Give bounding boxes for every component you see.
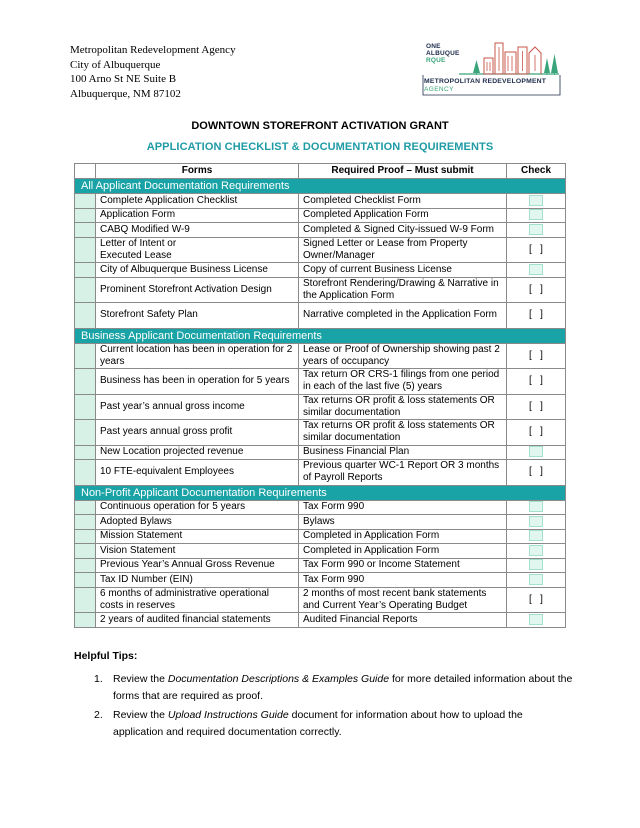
proof-cell: Previous quarter WC-1 Report OR 3 months of Payroll Reports [299, 460, 507, 486]
checkbox-brackets[interactable]: [ ] [529, 593, 543, 605]
header-side-cell [75, 164, 96, 179]
check-cell [507, 394, 566, 420]
proof-cell: Completed Application Form [299, 208, 507, 223]
logo-agency-word: AGENCY [424, 86, 454, 93]
proof-cell: Bylaws [299, 515, 507, 530]
proof-cell: Tax return OR CRS-1 filings from one period in each of the last five (5) years [299, 369, 507, 395]
address-line-1: Metropolitan Redevelopment Agency [70, 44, 236, 56]
header-proof: Required Proof – Must submit [299, 164, 507, 179]
proof-cell: Completed & Signed City-issued W-9 Form [299, 223, 507, 238]
proof-cell: Tax Form 990 [299, 573, 507, 588]
row-side-cell [75, 277, 96, 303]
check-cell [507, 208, 566, 223]
table-row [75, 460, 566, 486]
checkbox[interactable] [529, 224, 543, 235]
tip-number: 1. [94, 673, 103, 685]
form-cell: Complete Application Checklist [96, 194, 299, 209]
proof-cell: Completed in Application Form [299, 544, 507, 559]
proof-cell: Narrative completed in the Application Form [299, 303, 507, 329]
guide-reference: Upload Instructions Guide [167, 709, 289, 721]
form-cell: 2 years of audited financial statements [96, 613, 299, 628]
table-row [75, 544, 566, 559]
table-row [75, 369, 566, 395]
tip-text-before: Review the [113, 673, 168, 685]
checklist-body [75, 179, 566, 628]
form-cell: Letter of Intent or Executed Lease [96, 237, 299, 263]
check-cell [507, 303, 566, 329]
proof-cell: Completed Checklist Form [299, 194, 507, 209]
form-cell: Business has been in operation for 5 years [96, 369, 299, 395]
check-cell [507, 194, 566, 209]
logo-albu-text: ALBUQUE [426, 50, 460, 57]
proof-cell: Audited Financial Reports [299, 613, 507, 628]
logo-rque-text: RQUE [426, 57, 446, 64]
form-cell: Prominent Storefront Activation Design [96, 277, 299, 303]
checkbox-brackets[interactable]: [ ] [529, 466, 543, 478]
logo-wordmark [426, 43, 460, 64]
checkbox[interactable] [529, 209, 543, 220]
section-title: All Applicant Documentation Requirements [75, 179, 566, 194]
proof-cell: 2 months of most recent bank statements and Current Year’s Operating Budget [299, 587, 507, 613]
check-cell [507, 277, 566, 303]
tip-text [113, 707, 574, 740]
tip-item-2 [94, 707, 574, 740]
row-side-cell [75, 369, 96, 395]
check-cell [507, 460, 566, 486]
checkbox[interactable] [529, 501, 543, 512]
checkbox[interactable] [529, 446, 543, 457]
table-row [75, 558, 566, 573]
table-row [75, 208, 566, 223]
row-side-cell [75, 587, 96, 613]
document-title: DOWNTOWN STOREFRONT ACTIVATION GRANT [191, 120, 449, 132]
checkbox-brackets[interactable]: [ ] [529, 400, 543, 412]
checkbox[interactable] [529, 614, 543, 625]
check-cell [507, 237, 566, 263]
form-cell: Continuous operation for 5 years [96, 500, 299, 515]
checklist-table [74, 163, 566, 628]
proof-cell: Copy of current Business License [299, 263, 507, 278]
tip-text [113, 671, 574, 704]
table-row [75, 573, 566, 588]
form-cell: Adopted Bylaws [96, 515, 299, 530]
tip-item-1 [94, 671, 574, 704]
table-row [75, 237, 566, 263]
form-cell: CABQ Modified W-9 [96, 223, 299, 238]
row-side-cell [75, 208, 96, 223]
address-line-2: City of Albuquerque [70, 58, 161, 71]
header-check: Check [507, 164, 566, 179]
check-cell [507, 544, 566, 559]
check-cell [507, 263, 566, 278]
section-header-row [75, 485, 566, 500]
proof-cell: Tax Form 990 [299, 500, 507, 515]
address-line-4: Albuquerque, NM 87102 [70, 87, 181, 100]
table-row [75, 343, 566, 369]
check-cell [507, 515, 566, 530]
table-row [75, 420, 566, 446]
form-cell: Storefront Safety Plan [96, 303, 299, 329]
row-side-cell [75, 303, 96, 329]
checkbox-brackets[interactable]: [ ] [529, 243, 543, 255]
checkbox[interactable] [529, 530, 543, 541]
check-cell [507, 343, 566, 369]
tips-heading: Helpful Tips: [74, 650, 138, 662]
form-cell: City of Albuquerque Business License [96, 263, 299, 278]
header-forms: Forms [96, 164, 299, 179]
checkbox[interactable] [529, 264, 543, 275]
checkbox-brackets[interactable]: [ ] [529, 426, 543, 438]
proof-cell: Lease or Proof of Ownership showing past 2 years of occupancy [299, 343, 507, 369]
tip-text-after: for more detailed information about the forms that are required as proof. [113, 673, 573, 702]
proof-cell: Tax returns OR profit & loss statements OR similar documentation [299, 420, 507, 446]
form-cell: Past year’s annual gross income [96, 394, 299, 420]
form-cell: Mission Statement [96, 529, 299, 544]
form-cell: Application Form [96, 208, 299, 223]
checkbox-brackets[interactable]: [ ] [529, 349, 543, 361]
row-side-cell [75, 237, 96, 263]
section-header-row [75, 328, 566, 343]
proof-cell: Signed Letter or Lease from Property Owner/Manager [299, 237, 507, 263]
check-cell [507, 573, 566, 588]
tip-text-after: document for information about how to upload the application and required documentation correctly. [113, 709, 523, 738]
proof-cell: Storefront Rendering/Drawing & Narrative in the Application Form [299, 277, 507, 303]
form-cell: Current location has been in operation for 2 years [96, 343, 299, 369]
check-cell [507, 445, 566, 460]
checkbox[interactable] [529, 516, 543, 527]
check-cell [507, 420, 566, 446]
guide-reference: Documentation Descriptions & Examples Guide [167, 673, 390, 685]
form-cell: 10 FTE-equivalent Employees [96, 460, 299, 486]
check-cell [507, 529, 566, 544]
proof-cell: Tax returns OR profit & loss statements OR similar documentation [299, 394, 507, 420]
table-row [75, 529, 566, 544]
tip-text-before: Review the [113, 709, 168, 721]
row-side-cell [75, 529, 96, 544]
proof-cell: Completed in Application Form [299, 529, 507, 544]
table-row [75, 394, 566, 420]
table-row [75, 277, 566, 303]
row-side-cell [75, 420, 96, 446]
document-subtitle: APPLICATION CHECKLIST & DOCUMENTATION REQUIREMENTS [146, 141, 494, 153]
table-row [75, 303, 566, 329]
form-cell: 6 months of administrative operational costs in reserves [96, 587, 299, 613]
form-cell: Previous Year’s Annual Gross Revenue [96, 558, 299, 573]
check-cell [507, 613, 566, 628]
check-cell [507, 223, 566, 238]
checkbox-brackets[interactable]: [ ] [529, 375, 543, 387]
checkbox[interactable] [529, 545, 543, 556]
table-row [75, 515, 566, 530]
mra-logo [421, 38, 563, 96]
checkbox[interactable] [529, 574, 543, 585]
table-row [75, 587, 566, 613]
checkbox-brackets[interactable]: [ ] [529, 309, 543, 321]
table-row [75, 194, 566, 209]
table-header-row [75, 164, 566, 179]
row-side-cell [75, 394, 96, 420]
logo-one-text: ONE [426, 43, 441, 50]
form-cell: Vision Statement [96, 544, 299, 559]
check-cell [507, 500, 566, 515]
table-row [75, 613, 566, 628]
section-title: Non-Profit Applicant Documentation Requirements [75, 485, 566, 500]
row-side-cell [75, 343, 96, 369]
checkbox[interactable] [529, 195, 543, 206]
row-side-cell [75, 558, 96, 573]
check-cell [507, 587, 566, 613]
agency-address [70, 43, 236, 101]
table-row [75, 263, 566, 278]
row-side-cell [75, 445, 96, 460]
address-line-3: 100 Arno St NE Suite B [70, 73, 177, 85]
check-cell [507, 558, 566, 573]
row-side-cell [75, 613, 96, 628]
row-side-cell [75, 544, 96, 559]
row-side-cell [75, 194, 96, 209]
form-cell: Tax ID Number (EIN) [96, 573, 299, 588]
check-cell [507, 369, 566, 395]
table-row [75, 223, 566, 238]
checkbox[interactable] [529, 559, 543, 570]
row-side-cell [75, 460, 96, 486]
table-row [75, 445, 566, 460]
form-cell: New Location projected revenue [96, 445, 299, 460]
section-header-row [75, 179, 566, 194]
logo-agency-name: METROPOLITAN REDEVELOPMENT [424, 78, 547, 85]
row-side-cell [75, 573, 96, 588]
tip-number: 2. [94, 709, 103, 721]
form-cell: Past years annual gross profit [96, 420, 299, 446]
proof-cell: Business Financial Plan [299, 445, 507, 460]
row-side-cell [75, 500, 96, 515]
proof-cell: Tax Form 990 or Income Statement [299, 558, 507, 573]
row-side-cell [75, 263, 96, 278]
row-side-cell [75, 223, 96, 238]
row-side-cell [75, 515, 96, 530]
table-row [75, 500, 566, 515]
checkbox-brackets[interactable]: [ ] [529, 283, 543, 295]
section-title: Business Applicant Documentation Requirements [75, 328, 566, 343]
